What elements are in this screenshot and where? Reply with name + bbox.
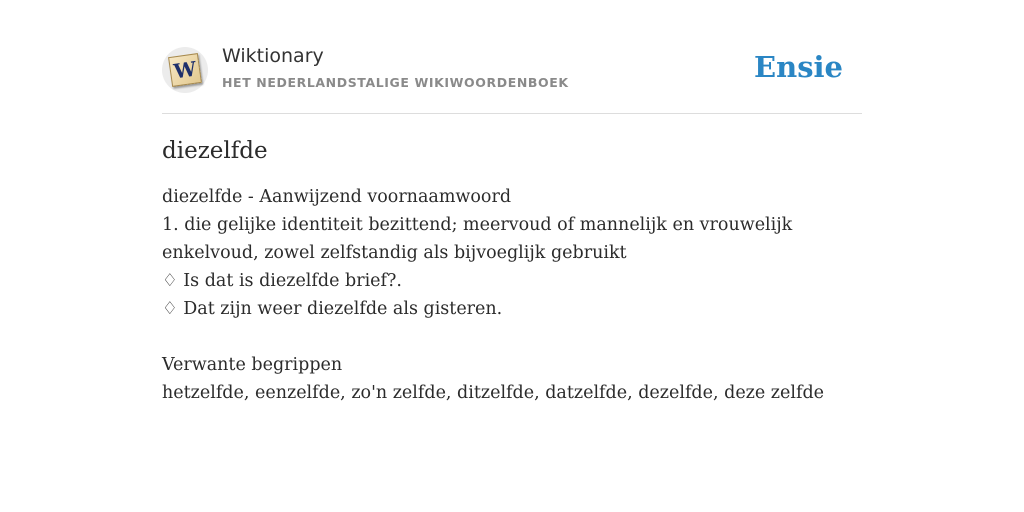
entry-card	[162, 40, 862, 407]
site-subtitle: HET NEDERLANDSTALIGE WIKIWOORDENBOEK	[222, 75, 569, 90]
wiktionary-logo[interactable]	[162, 47, 208, 93]
example-line-1: ♢ Is dat is diezelfde brief?.	[162, 271, 402, 291]
example-line-2: ♢ Dat zijn weer diezelfde als gisteren.	[162, 299, 503, 319]
wiktionary-tile-icon: W	[168, 53, 202, 87]
entry-heading-line: diezelfde - Aanwijzend voornaamwoord	[162, 187, 512, 207]
related-terms: hetzelfde, eenzelfde, zo'n zelfde, ditzelfde, datzelfde, dezelfde, deze zelfde	[162, 383, 825, 403]
definition-line-2: enkelvoud, zowel zelfstandig als bijvoeglijk gebruikt	[162, 243, 627, 263]
ensie-brand-link[interactable]: Ensie	[754, 50, 843, 84]
definition-line-1: 1. die gelijke identiteit bezittend; meervoud of mannelijk en vrouwelijk	[162, 215, 793, 235]
site-header	[162, 40, 862, 114]
entry-content	[162, 183, 862, 407]
related-heading: Verwante begrippen	[162, 355, 343, 375]
page-title: diezelfde	[162, 138, 268, 164]
spacer	[162, 323, 862, 351]
site-name[interactable]: Wiktionary	[222, 45, 324, 67]
